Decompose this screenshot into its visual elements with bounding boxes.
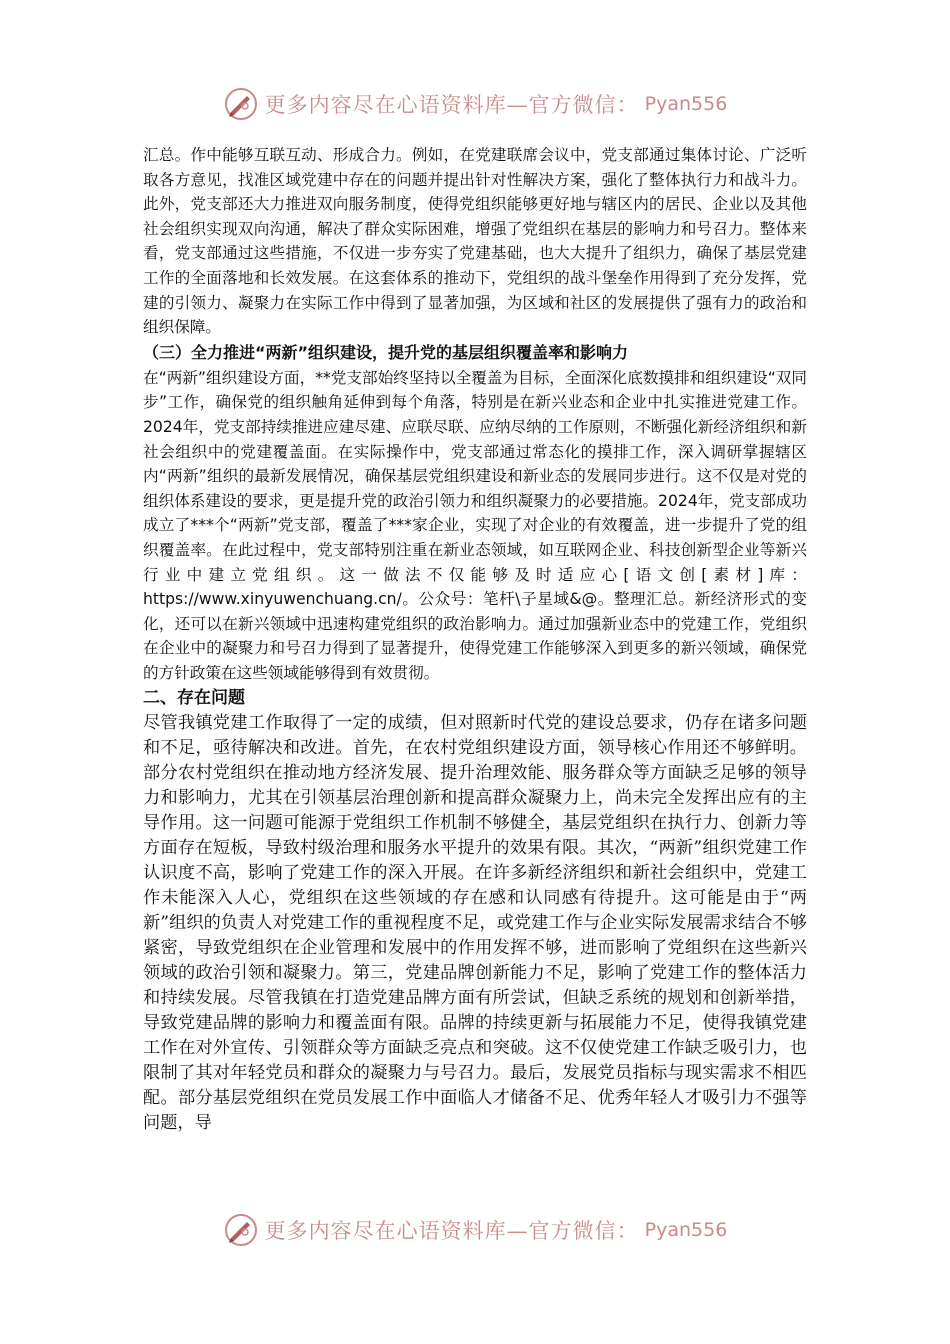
watermark-brand: Pyan556 [644,93,728,115]
watermark-header [0,84,950,124]
paragraph-problems: 尽管我镇党建工作取得了一定的成绩，但对照新时代党的建设总要求，仍存在诸多问题和不足，亟待解决和改进。首先，在农村党组织建设方面，领导核心作用还不够鲜明。部分农村党组织在推动地方经济发展、提升治理效能、服务群众等方面缺乏足够的领导力和影响力，尤其在引领基层治理创新和提高群众凝聚力上，尚未完全发挥出应有的主导作用。这一问题可能源于党组织工作机制不够健全，基层党组织在执行力、创新力等方面存在短板，导致村级治理和服务水平提升的效果有限。其次，“两新”组织党建工作认识度不高，影响了党建工作的深入开展。在许多新经济组织和新社会组织中，党建工作未能深入人心，党组织在这些领域的存在感和认同感有待提升。这可能是由于“两新”组织的负责人对党建工作的重视程度不足，或党建工作与企业实际发展需求结合不够紧密，导致党组织在企业管理和发展中的作用发挥不够，进而影响了党组织在这些新兴领域的政治引领和凝聚力。第三，党建品牌创新能力不足，影响了党建工作的整体活力和持续发展。尽管我镇在打造党建品牌方面有所尝试，但缺乏系统的规划和创新举措，导致党建品牌的影响力和覆盖面有限。品牌的持续更新与拓展能力不足，使得我镇党建工作在对外宣传、引领群众等方面缺乏亮点和突破。这不仅使党建工作缺乏吸引力，也限制了其对年轻党员和群众的凝聚力与号召力。最后，发展党员指标与现实需求不相匹配。部分基层党组织在党员发展工作中面临人才储备不足、优秀年轻人才吸引力不强等问题，导 [143,713,807,1134]
document-body [143,143,807,1136]
pen-logo-icon [223,86,259,122]
watermark-text: 更多内容尽在心语资料库—官方微信： [264,1219,639,1243]
watermark-text: 更多内容尽在心语资料库—官方微信： [264,93,639,117]
watermark-brand: Pyan556 [644,1219,728,1241]
pen-logo-icon [223,1212,259,1248]
section-heading-3: （三）全力推进“两新”组织建设，提升党的基层组织覆盖率和影响力 [143,342,629,362]
section-heading-problems: 二、存在问题 [143,688,245,709]
watermark-footer [0,1210,950,1250]
paragraph-two-new: 在“两新”组织建设方面，**党支部始终坚持以全覆盖为目标，全面深化底数摸排和组织建设“双同步”工作，确保党的组织触角延伸到每个角落，特别是在新兴业态和企业中扎实推进党建工作。2024年，党支部持续推进应建尽建、应联尽联、应纳尽纳的工作原则，不断强化新经济组织和新社会组织中的党建覆盖面。在实际操作中，党支部通过常态化的摸排工作，深入调研掌握辖区内“两新”组织的最新发展情况，确保基层党组织建设和新业态的发展同步进行。这不仅是对党的组织体系建设的要求，更是提升党的政治引领力和组织凝聚力的必要措施。2024年，党支部成功成立了***个“两新”党支部，覆盖了***家企业，实现了对企业的有效覆盖，进一步提升了党的组织覆盖率。在此过程中，党支部特别注重在新业态领域，如互联网企业、科技创新型企业等新兴行业中建立党组织。这一做法不仅能够及时适应心[语文创[素材]库：https://www.xinyuwenchuang.cn/。公众号：笔杆\子星域&@。整理汇总。新经济形式的变化，还可以在新兴领域中迅速构建党组织的政治影响力。通过加强新业态中的党建工作，党组织在企业中的凝聚力和号召力得到了显著提升，使得党建工作能够深入到更多的新兴领域，确保党的方针政策在这些领域能够得到有效贯彻。 [143,368,807,682]
paragraph-summary: 汇总。作中能够互联互动、形成合力。例如，在党建联席会议中，党支部通过集体讨论、广泛听取各方意见，找准区域党建中存在的问题并提出针对性解决方案，强化了整体执行力和战斗力。此外，党支部还大力推进双向服务制度，使得党组织能够更好地与辖区内的居民、企业以及其他社会组织实现双向沟通，解决了群众实际困难，增强了党组织在基层的影响力和号召力。整体来看，党支部通过这些措施，不仅进一步夯实了党建基础，也大大提升了组织力，确保了基层党建工作的全面落地和长效发展。在这套体系的推动下，党组织的战斗堡垒作用得到了充分发挥，党建的引领力、凝聚力在实际工作中得到了显著加强，为区域和社区的发展提供了强有力的政治和组织保障。 [143,146,807,337]
